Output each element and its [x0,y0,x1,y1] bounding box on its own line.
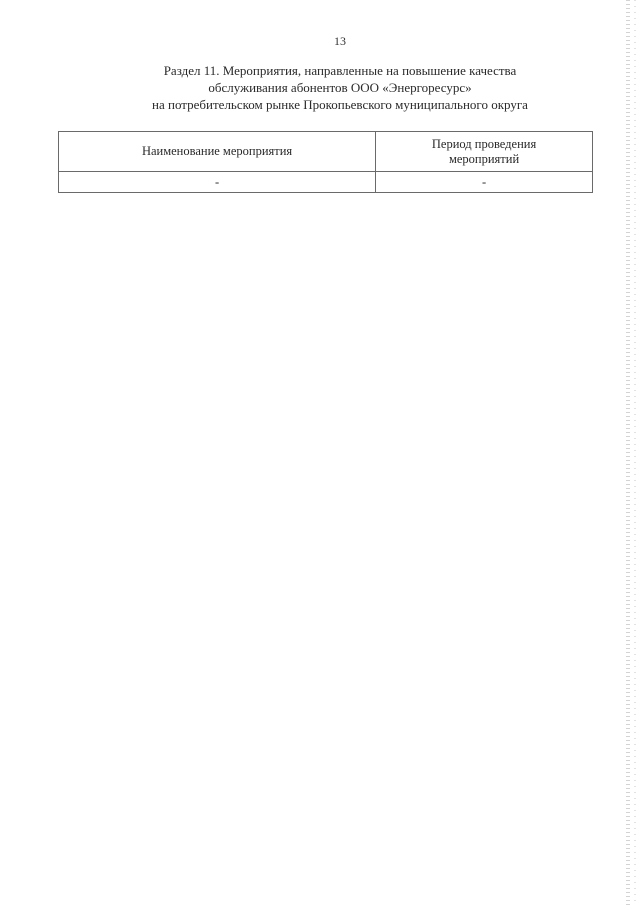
section-title [90,62,590,113]
page-number: 13 [334,34,346,48]
cell-event-period: - [376,172,593,193]
cell-event-name: - [59,172,376,193]
table-row [59,172,593,193]
section-title-line-3: на потребительском рынке Прокопьевского муниципального округа [152,97,528,112]
header-event-name: Наименование мероприятия [59,132,376,172]
header-period-line-1: Период проведения [431,136,537,151]
scan-edge-artifact-secondary [634,0,636,905]
header-period-line-2: мероприятий [448,151,520,166]
scan-edge-artifact [626,0,630,905]
section-title-line-1: Раздел 11. Мероприятия, направленные на повышение качества [163,63,517,78]
header-event-period [376,132,593,172]
events-table [58,131,593,193]
section-title-line-2: обслуживания абонентов ООО «Энергоресурс» [208,80,472,95]
table-header-row [59,132,593,172]
